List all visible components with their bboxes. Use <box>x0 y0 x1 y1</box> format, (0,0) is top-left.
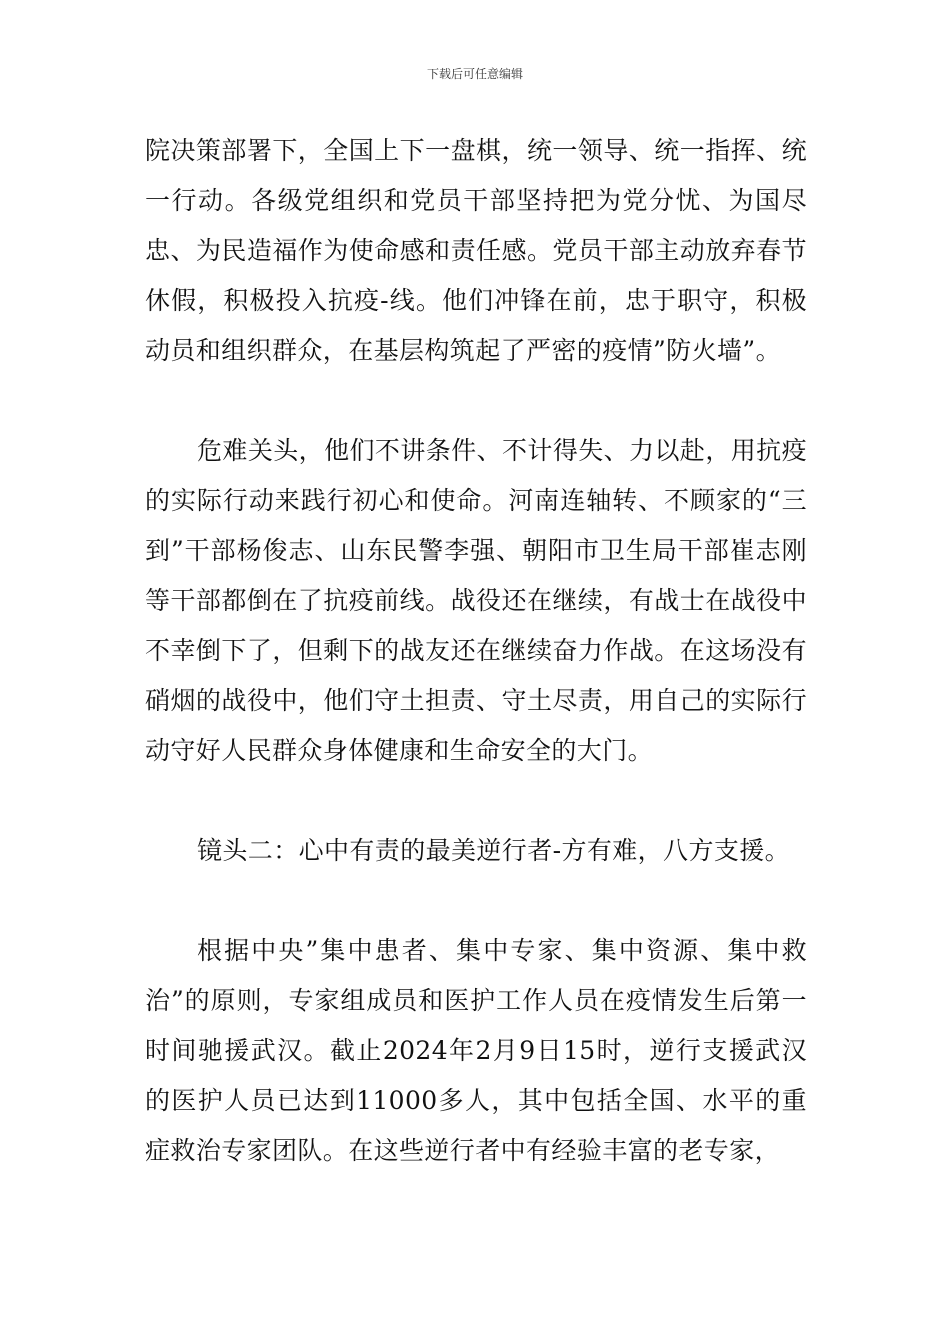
paragraph-medical-support: 根据中央”集中患者、集中专家、集中资源、集中救治”的原则，专家组成员和医护工作人员在疫情发生后第一时间驰援武汉。截止2024年2月9日15时，逆行支援武汉的医护人员已达到11000多人，其中包括全国、水平的重症救治专家团队。在这些逆行者中有经验丰富的老专家， <box>145 936 807 1165</box>
paragraph-spacer <box>145 376 807 426</box>
section-heading-scene-two: 镜头二：心中有责的最美逆行者-方有难，八方支援。 <box>197 836 791 865</box>
paragraph-spacer <box>145 876 807 926</box>
paragraph-continued: 院决策部署下，全国上下一盘棋，统一领导、统一指挥、统一行动。各级党组织和党员干部坚持把为党分忧、为国尽忠、为民造福作为使命感和责任感。党员干部主动放弃春节休假，积极投入抗疫-线。他们冲锋在前，忠于职守，积极动员和组织群众，在基层构筑起了严密的疫情”防火墙”。 <box>145 136 807 365</box>
paragraph-spacer <box>145 776 807 826</box>
document-body <box>145 126 807 1176</box>
page-header-note: 下载后可任意编辑 <box>426 67 523 81</box>
paragraph-frontline-cadres: 危难关头，他们不讲条件、不计得失、力以赴，用抗疫的实际行动来践行初心和使命。河南连轴转、不顾家的“三到”干部杨俊志、山东民警李强、朝阳市卫生局干部崔志刚等干部都倒在了抗疫前线。战役还在继续，有战士在战役中不幸倒下了，但剩下的战友还在继续奋力作战。在这场没有硝烟的战役中，他们守土担责、守土尽责，用自己的实际行动守好人民群众身体健康和生命安全的大门。 <box>145 436 807 765</box>
